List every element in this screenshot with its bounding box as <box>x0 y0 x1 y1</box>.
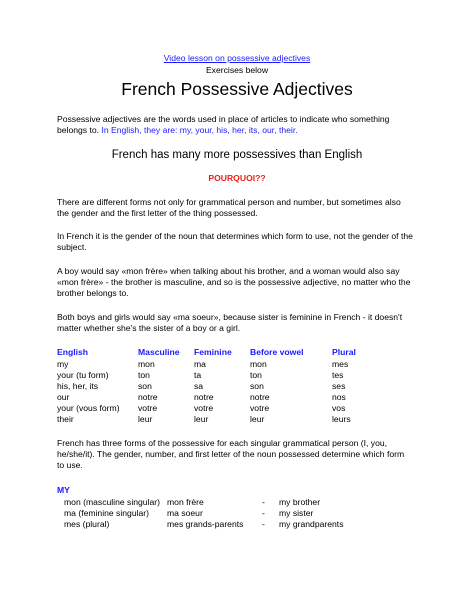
table-cell-masculine: notre <box>138 392 158 402</box>
my-example-french: ma soeur <box>167 508 203 518</box>
table-header-masculine: Masculine <box>138 347 180 357</box>
my-form-label: mon (masculine singular) <box>64 497 160 507</box>
pourquoi-label: POURQUOI?? <box>208 173 266 183</box>
paragraph-3-line-1: A boy would say «mon frère» when talking about his brother, and a woman would also say <box>57 266 400 276</box>
table-cell-masculine: ton <box>138 370 150 380</box>
paragraph-2-line-1: In French it is the gender of the noun that determines which form to use, not the gender of the <box>57 231 413 241</box>
table-header-plural: Plural <box>332 347 356 357</box>
table-cell-masculine: leur <box>138 414 153 424</box>
paragraph-4-line-2: matter whether she's the sister of a boy or a girl. <box>57 323 241 333</box>
table-cell-english: their <box>57 414 74 424</box>
table-cell-feminine: sa <box>194 381 204 391</box>
table-cell-before-vowel: mon <box>250 359 267 369</box>
paragraph-2-line-2: subject. <box>57 242 87 252</box>
table-header-english: English <box>57 347 89 357</box>
table-cell-feminine: ta <box>194 370 202 380</box>
table-cell-english: his, her, its <box>57 381 99 391</box>
table-cell-english: our <box>57 392 70 402</box>
intro-english-list: In English, they are: my, your, his, her, its, our, their. <box>101 125 298 135</box>
table-cell-plural: vos <box>332 403 346 413</box>
table-cell-before-vowel: ton <box>250 370 262 380</box>
summary-line-2: he/she/it). The gender, number, and first letter of the noun possessed determine which form <box>57 449 405 459</box>
summary-line-1: French has three forms of the possessive for each singular grammatical person (I, you, <box>57 438 388 448</box>
table-cell-plural: leurs <box>332 414 351 424</box>
page-title: French Possessive Adjectives <box>121 79 353 99</box>
table-cell-before-vowel: votre <box>250 403 270 413</box>
table-cell-before-vowel: leur <box>250 414 265 424</box>
my-example-french: mon frère <box>167 497 204 507</box>
summary-line-3: to use. <box>57 460 83 470</box>
table-cell-masculine: son <box>138 381 152 391</box>
table-cell-plural: ses <box>332 381 346 391</box>
my-example-french: mes grands-parents <box>167 519 244 529</box>
paragraph-1-line-2: the gender and the first letter of the thing possessed. <box>57 208 258 218</box>
my-form-label: mes (plural) <box>64 519 110 529</box>
table-cell-english: my <box>57 359 69 369</box>
my-example-english: my grandparents <box>279 519 344 529</box>
paragraph-4-line-1: Both boys and girls would say «ma soeur», because sister is feminine in French - it doesn't <box>57 312 403 322</box>
table-cell-feminine: ma <box>194 359 206 369</box>
my-example-dash: - <box>262 497 265 507</box>
paragraph-3-line-2: «mon frère» - the brother is masculine, and so is the possessive adjective, no matter who the <box>57 277 411 287</box>
exercises-label: Exercises below <box>205 65 269 75</box>
table-cell-plural: mes <box>332 359 349 369</box>
table-cell-feminine: notre <box>194 392 214 402</box>
intro-line-2 <box>57 125 427 136</box>
table-cell-feminine: leur <box>194 414 209 424</box>
table-cell-before-vowel: son <box>250 381 264 391</box>
my-form-label: ma (feminine singular) <box>64 508 150 518</box>
my-example-english: my brother <box>279 497 321 507</box>
my-example-english: my sister <box>279 508 314 518</box>
my-example-dash: - <box>262 519 265 529</box>
video-lesson-link[interactable]: Video lesson on possessive adjectives <box>163 53 311 63</box>
intro-line-2-text: belongs to. <box>57 125 100 135</box>
table-cell-masculine: votre <box>138 403 158 413</box>
my-example-dash: - <box>262 508 265 518</box>
table-cell-masculine: mon <box>138 359 155 369</box>
paragraph-1-line-1: There are different forms not only for grammatical person and number, but sometimes also <box>57 197 401 207</box>
table-cell-plural: nos <box>332 392 346 402</box>
table-header-feminine: Feminine <box>194 347 232 357</box>
table-cell-feminine: votre <box>194 403 214 413</box>
table-cell-plural: tes <box>332 370 344 380</box>
paragraph-3-line-3: brother belongs to. <box>57 288 129 298</box>
table-cell-english: your (tu form) <box>57 370 109 380</box>
table-cell-english: your (vous form) <box>57 403 120 413</box>
table-header-before-vowel: Before vowel <box>250 347 304 357</box>
subheading: French has many more possessives than English <box>111 149 363 161</box>
table-cell-before-vowel: notre <box>250 392 270 402</box>
intro-line-1: Possessive adjectives are the words used in place of articles to indicate who something <box>57 114 390 124</box>
header-link-row <box>0 53 474 64</box>
my-section-heading: MY <box>57 485 70 495</box>
